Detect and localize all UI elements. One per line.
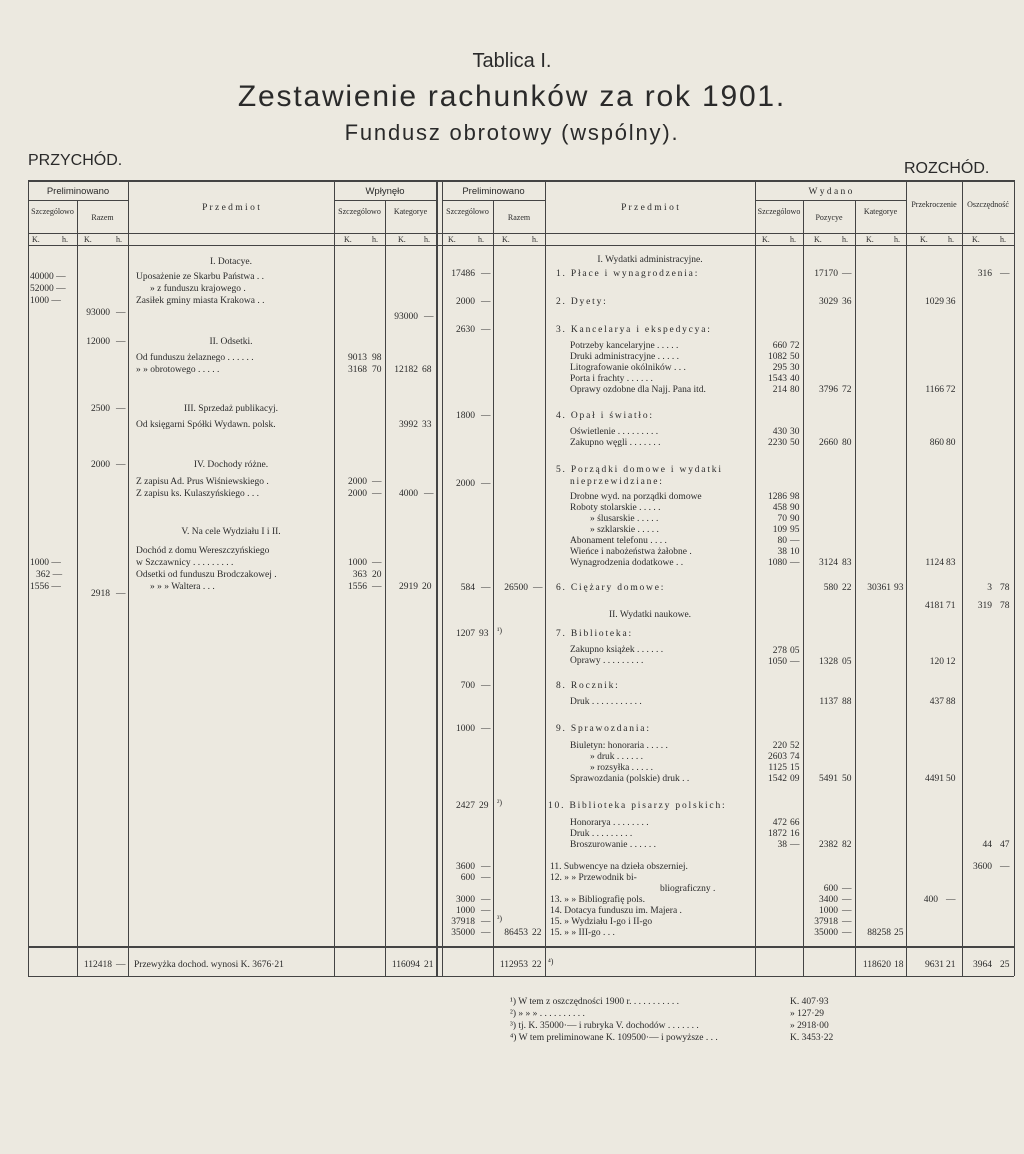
- income-przedmiot-header: P r z e d m i o t: [202, 203, 260, 213]
- page-subtitle: Fundusz obrotowy (wspólny).: [344, 120, 680, 145]
- income-kat-header: Kategorye: [393, 207, 428, 216]
- income-label: PRZYCHÓD.: [28, 152, 123, 169]
- page-title: Zestawienie rachunków za rok 1901.: [237, 80, 787, 113]
- expense-szczeg2-header: Szczególowo: [757, 207, 801, 216]
- expense-oszczednosc-header: Oszczędność: [967, 200, 1009, 209]
- income-szczeg-header: Szczególowo: [31, 207, 74, 216]
- expense-szczeg-header: Szczególowo: [446, 207, 489, 216]
- expense-przekroczenie-header: Przekroczenie: [911, 200, 957, 209]
- expense-kat-header: Kategorye: [863, 207, 898, 216]
- expense-label: ROZCHÓD.: [904, 160, 990, 177]
- income-wplynelo-header: Wpłynęło: [365, 186, 405, 197]
- expense-razem-header: Razem: [507, 213, 531, 222]
- expense-prelim-header: Preliminowano: [462, 186, 525, 197]
- expense-pozycye-header: Pozycye: [815, 213, 843, 222]
- income-szczeg2-header: Szczególowo: [338, 207, 381, 216]
- table-label: Tablica I.: [472, 50, 552, 72]
- expense-przedmiot-header: P r z e d m i o t: [621, 203, 679, 213]
- income-prelim-header: Preliminowano: [46, 186, 110, 197]
- expense-wydano-header: W y d a n o: [808, 187, 853, 197]
- income-razem-header: Razem: [91, 213, 114, 222]
